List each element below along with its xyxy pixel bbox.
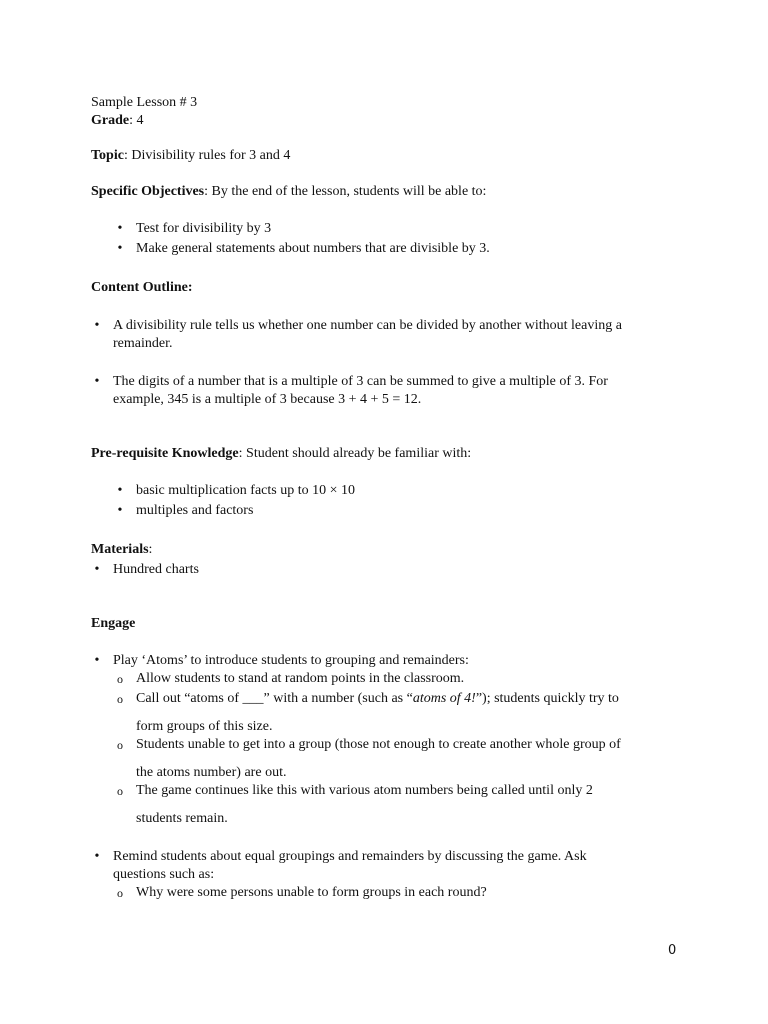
list-item-line: example, 345 is a multiple of 3 because 3 + 4 + 5 = 12. bbox=[113, 392, 422, 407]
list-item-line: Remind students about equal groupings and remainders by discussing the game. Ask bbox=[113, 849, 587, 864]
sub-list-item-line: the atoms number) are out. bbox=[136, 765, 287, 780]
topic-value: : Divisibility rules for 3 and 4 bbox=[123, 148, 291, 163]
list-item: Hundred charts bbox=[113, 562, 199, 577]
list-item-line: questions such as: bbox=[113, 867, 215, 882]
bullet-icon: • bbox=[117, 241, 123, 256]
sub-list-item: Students unable to get into a group (those not enough to create another whole group of bbox=[136, 737, 621, 752]
grade-value: : 4 bbox=[129, 113, 144, 128]
bullet-icon: • bbox=[117, 483, 123, 498]
list-item-line: A divisibility rule tells us whether one number can be divided by another without leaving a bbox=[113, 318, 622, 333]
list-item: Play ‘Atoms’ to introduce students to grouping and remainders: bbox=[113, 653, 469, 668]
sub-list-item: Why were some persons unable to form groups in each round? bbox=[136, 885, 487, 900]
bullet-icon: • bbox=[94, 374, 100, 389]
sub-list-text: Call out “atoms of ___” with a number (such as “ bbox=[136, 691, 413, 706]
sub-list-item bbox=[136, 690, 619, 708]
sub-list-item: The game continues like this with various atom numbers being called until only 2 bbox=[136, 783, 593, 798]
prerequisite-line bbox=[91, 445, 471, 463]
page-number: 0 bbox=[668, 943, 677, 958]
prerequisite-label: Pre-requisite Knowledge bbox=[91, 446, 239, 461]
list-item-line: The digits of a number that is a multiple of 3 can be summed to give a multiple of 3. For bbox=[113, 374, 608, 389]
list-item: multiples and factors bbox=[136, 503, 254, 518]
sub-list-text: ”); students quickly try to bbox=[475, 691, 619, 706]
list-item: Make general statements about numbers that are divisible by 3. bbox=[136, 241, 490, 256]
grade-line bbox=[91, 112, 144, 130]
bullet-icon: • bbox=[117, 503, 123, 518]
materials-label: Materials bbox=[91, 542, 149, 557]
bullet-icon: • bbox=[94, 562, 100, 577]
lesson-title: Sample Lesson # 3 bbox=[91, 95, 198, 110]
topic-label: Topic bbox=[91, 148, 124, 163]
topic-line bbox=[91, 147, 290, 165]
sub-bullet-icon: o bbox=[117, 784, 123, 798]
bullet-icon: • bbox=[94, 653, 100, 668]
prerequisite-intro: : Student should already be familiar with: bbox=[238, 446, 472, 461]
list-item: Test for divisibility by 3 bbox=[136, 221, 272, 236]
content-outline-heading: Content Outline: bbox=[91, 280, 193, 295]
objectives-line bbox=[91, 183, 486, 201]
grade-label: Grade bbox=[91, 113, 130, 128]
bullet-icon: • bbox=[94, 849, 100, 864]
bullet-icon: • bbox=[94, 318, 100, 333]
sub-bullet-icon: o bbox=[117, 692, 123, 706]
list-item-line: remainder. bbox=[113, 336, 173, 351]
sub-list-item: Allow students to stand at random points in the classroom. bbox=[136, 671, 465, 686]
materials-line bbox=[91, 541, 152, 559]
sub-bullet-icon: o bbox=[117, 886, 123, 900]
materials-colon: : bbox=[148, 542, 153, 557]
sub-list-italic: atoms of 4! bbox=[412, 691, 476, 706]
engage-heading: Engage bbox=[91, 616, 136, 631]
objectives-intro: : By the end of the lesson, students will be able to: bbox=[204, 184, 487, 199]
sub-list-item-line: form groups of this size. bbox=[136, 719, 273, 734]
sub-list-item-line: students remain. bbox=[136, 811, 228, 826]
sub-bullet-icon: o bbox=[117, 672, 123, 686]
list-item: basic multiplication facts up to 10 × 10 bbox=[136, 483, 356, 498]
objectives-label: Specific Objectives bbox=[91, 184, 205, 199]
bullet-icon: • bbox=[117, 221, 123, 236]
sub-bullet-icon: o bbox=[117, 738, 123, 752]
